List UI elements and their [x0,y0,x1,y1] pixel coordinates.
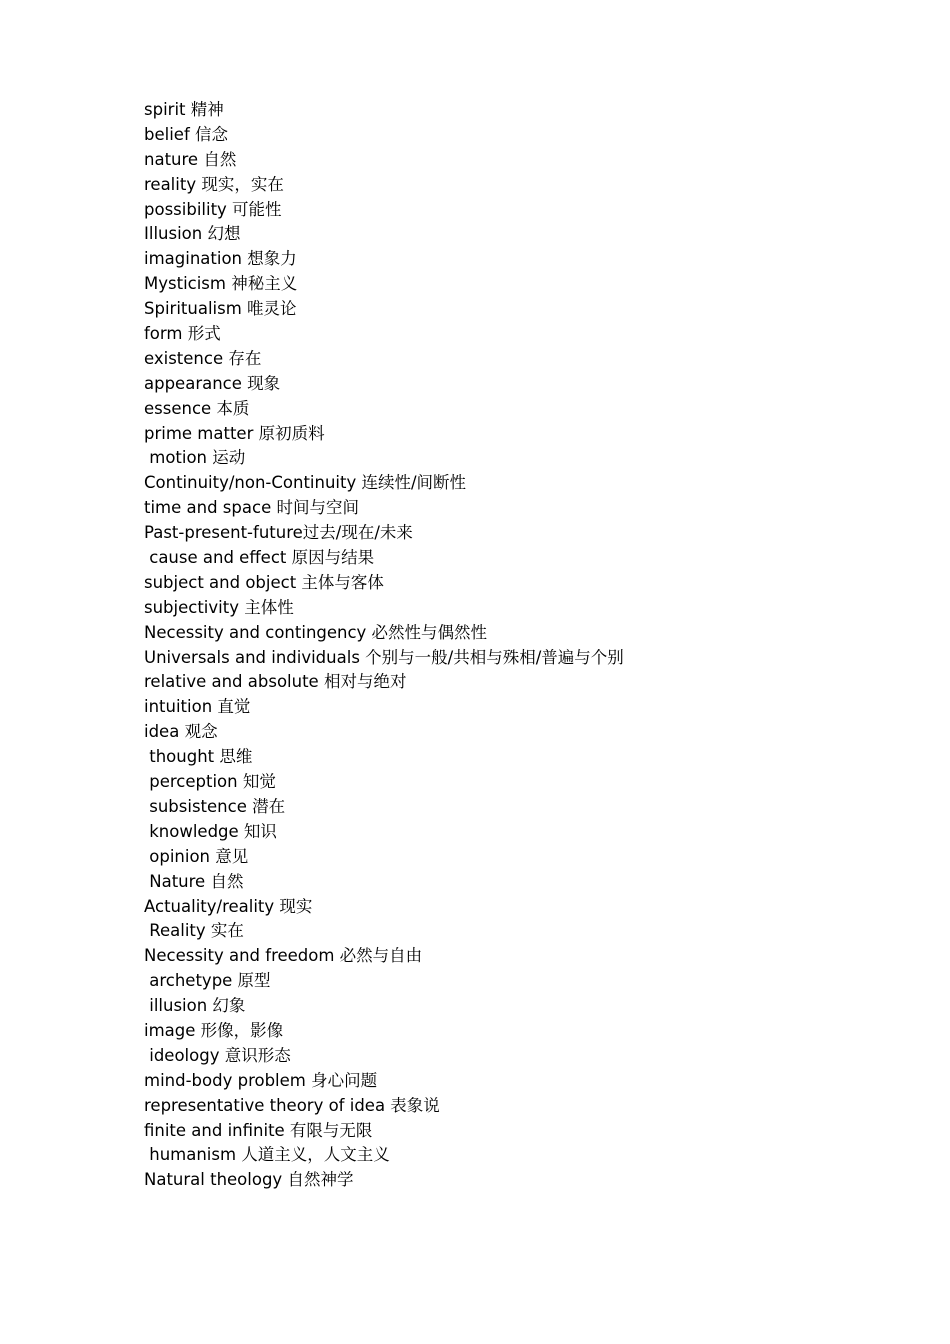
term-item: image 形像，影像 [144,1020,284,1040]
term-item: thought 思维 [144,747,253,767]
term-item: existence 存在 [144,348,262,368]
term-item: mind-body problem 身心问题 [144,1070,378,1090]
term-item: illusion 幻象 [144,996,246,1016]
term-item: motion 运动 [144,448,246,468]
term-item: finite and infinite 有限与无限 [144,1120,373,1140]
term-item: subsistence 潜在 [144,796,286,816]
term-item: form 形式 [144,324,221,344]
term-item: knowledge 知识 [144,821,277,841]
term-item: archetype 原型 [144,971,271,991]
term-item: imagination 想象力 [144,249,297,269]
term-item: possibility 可能性 [144,199,282,219]
term-item: prime matter 原初质料 [144,423,325,443]
term-item: Natural theology 自然神学 [144,1170,354,1190]
term-item: subject and object 主体与客体 [144,572,384,592]
term-item: nature 自然 [144,149,237,169]
term-item: Continuity/non-Continuity 连续性/间断性 [144,473,467,493]
term-item: reality 现实，实在 [144,174,284,194]
term-item: Mysticism 神秘主义 [144,274,298,294]
term-item: perception 知觉 [144,772,276,792]
term-item: Nature 自然 [144,871,244,891]
term-item: relative and absolute 相对与绝对 [144,672,407,692]
term-item: representative theory of idea 表象说 [144,1095,440,1115]
term-item: subjectivity 主体性 [144,597,294,617]
term-item: Necessity and contingency 必然性与偶然性 [144,622,488,642]
term-item: Illusion 幻想 [144,224,241,244]
term-item: belief 信念 [144,124,228,144]
term-item: Spiritualism 唯灵论 [144,299,297,319]
term-item: spirit 精神 [144,100,224,119]
term-item: Actuality/reality 现实 [144,896,313,916]
term-item: appearance 现象 [144,373,281,393]
term-item: Necessity and freedom 必然与自由 [144,946,423,966]
term-item: Past-present-future过去/现在/未来 [144,523,413,543]
term-item: ideology 意识形态 [144,1045,291,1065]
term-item: essence 本质 [144,398,250,418]
term-list [144,98,624,1193]
term-item: Reality 实在 [144,921,244,941]
term-item: Universals and individuals 个别与一般/共相与殊相/普遍与个别 [144,647,624,667]
term-item: cause and effect 原因与结果 [144,548,375,568]
term-item: humanism 人道主义，人文主义 [144,1145,390,1165]
term-item: opinion 意见 [144,846,249,866]
term-item: idea 观念 [144,722,218,742]
term-item: time and space 时间与空间 [144,498,359,518]
term-item: intuition 直觉 [144,697,251,717]
